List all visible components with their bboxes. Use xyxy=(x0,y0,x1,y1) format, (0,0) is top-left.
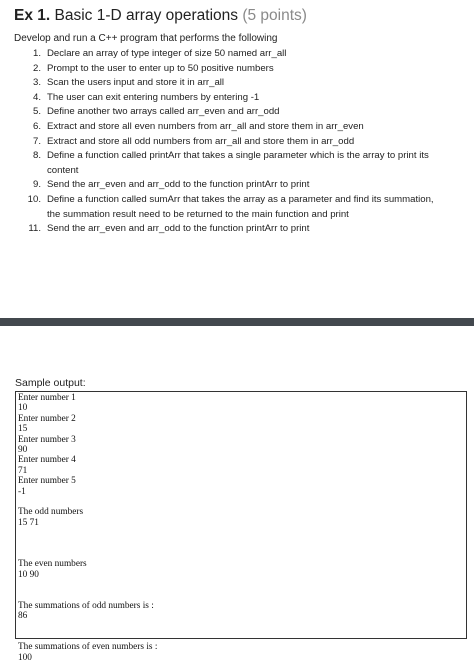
output-line: Enter number 5 xyxy=(18,476,76,487)
output-line: The even numbers xyxy=(18,559,87,570)
sample-output-label: Sample output: xyxy=(15,377,86,389)
step-text-line: Define a function called sumArr that takes the array as a parameter and find its summation, xyxy=(47,193,434,205)
step-number: 6. xyxy=(32,120,41,132)
step-text xyxy=(47,222,464,237)
output-line: The summations of even numbers is : xyxy=(18,642,158,653)
output-line xyxy=(18,549,466,559)
output-line: 71 xyxy=(18,465,28,476)
step-number: 5. xyxy=(32,106,41,118)
output-line: 100 xyxy=(18,652,32,663)
output-line xyxy=(18,580,466,590)
output-line: Enter number 2 xyxy=(18,413,76,424)
step-number: 8. xyxy=(32,150,41,162)
step-text-line: The user can exit entering numbers by entering -1 xyxy=(47,91,260,103)
step-text-line: Send the arr_even and arr_odd to the function printArr to print xyxy=(47,223,310,235)
output-line xyxy=(18,622,466,632)
output-line: 10 90 xyxy=(18,569,39,580)
step-text xyxy=(47,149,464,178)
step-text xyxy=(47,76,464,91)
step-text xyxy=(47,105,464,120)
output-line: Enter number 1 xyxy=(18,393,76,403)
output-line xyxy=(18,590,466,600)
step-text-line: Define another two arrays called arr_even and arr_odd xyxy=(47,106,280,118)
step-text xyxy=(47,193,464,222)
exercise-title xyxy=(14,6,464,26)
step-item xyxy=(14,149,464,178)
output-line: 15 71 xyxy=(18,517,39,528)
step-text-line: Extract and store all odd numbers from arr_all and store them in arr_odd xyxy=(47,135,355,147)
sample-output-section xyxy=(15,376,467,663)
step-text xyxy=(47,91,464,106)
step-text-line: Prompt to the user to enter up to 50 positive numbers xyxy=(47,62,274,74)
step-item xyxy=(14,105,464,120)
step-item xyxy=(14,62,464,77)
output-line: 10 xyxy=(18,403,28,414)
output-line xyxy=(18,497,466,507)
output-line: Enter number 3 xyxy=(18,434,76,445)
exercise-section xyxy=(14,6,464,237)
output-line: 15 xyxy=(18,424,28,435)
step-text-line: Send the arr_even and arr_odd to the function printArr to print xyxy=(47,179,310,191)
step-item xyxy=(14,120,464,135)
step-text xyxy=(47,62,464,77)
step-number: 1. xyxy=(32,48,41,59)
exercise-title-text: Basic 1-D array operations xyxy=(54,7,239,24)
step-text-line: Extract and store all even numbers from arr_all and store them in arr_even xyxy=(47,120,364,132)
step-text-line: Define a function called printArr that takes a single parameter which is the array to print its xyxy=(47,150,429,162)
sample-output-box xyxy=(15,391,467,663)
output-line xyxy=(18,538,466,548)
exercise-number: Ex 1. xyxy=(14,7,51,24)
step-text xyxy=(47,178,464,193)
step-number: 2. xyxy=(32,62,41,74)
step-text-line: the summation result need to be returned to the main function and print xyxy=(47,208,349,220)
output-line: 90 xyxy=(18,444,28,455)
step-item xyxy=(14,47,464,62)
step-text xyxy=(47,135,464,150)
output-line xyxy=(18,632,466,642)
section-divider xyxy=(0,318,474,326)
points-label: (5 points) xyxy=(242,7,307,24)
output-line: Enter number 4 xyxy=(18,455,76,466)
step-item xyxy=(14,91,464,106)
output-line: 86 xyxy=(18,611,28,622)
step-number: 11. xyxy=(28,223,41,235)
step-number: 7. xyxy=(32,135,41,147)
step-number: 9. xyxy=(32,179,41,191)
output-line xyxy=(18,528,466,538)
step-text-line: Scan the users input and store it in arr_all xyxy=(47,77,225,89)
steps-list xyxy=(14,47,464,237)
step-item xyxy=(14,135,464,150)
step-number: 3. xyxy=(32,77,41,89)
step-item xyxy=(14,178,464,193)
output-line: The odd numbers xyxy=(18,507,84,518)
step-item xyxy=(14,193,464,222)
step-text-line: content xyxy=(47,164,79,176)
intro-text: Develop and run a C++ program that performs the following xyxy=(14,33,278,44)
step-text xyxy=(47,120,464,135)
step-number: 10. xyxy=(27,193,41,205)
output-line: The summations of odd numbers is : xyxy=(18,600,154,611)
step-text-line: Declare an array of type integer of size 50 named arr_all xyxy=(47,48,287,59)
step-item xyxy=(14,76,464,91)
step-text xyxy=(47,47,464,62)
step-item xyxy=(14,222,464,237)
step-number: 4. xyxy=(32,91,41,103)
output-line: -1 xyxy=(18,486,26,497)
